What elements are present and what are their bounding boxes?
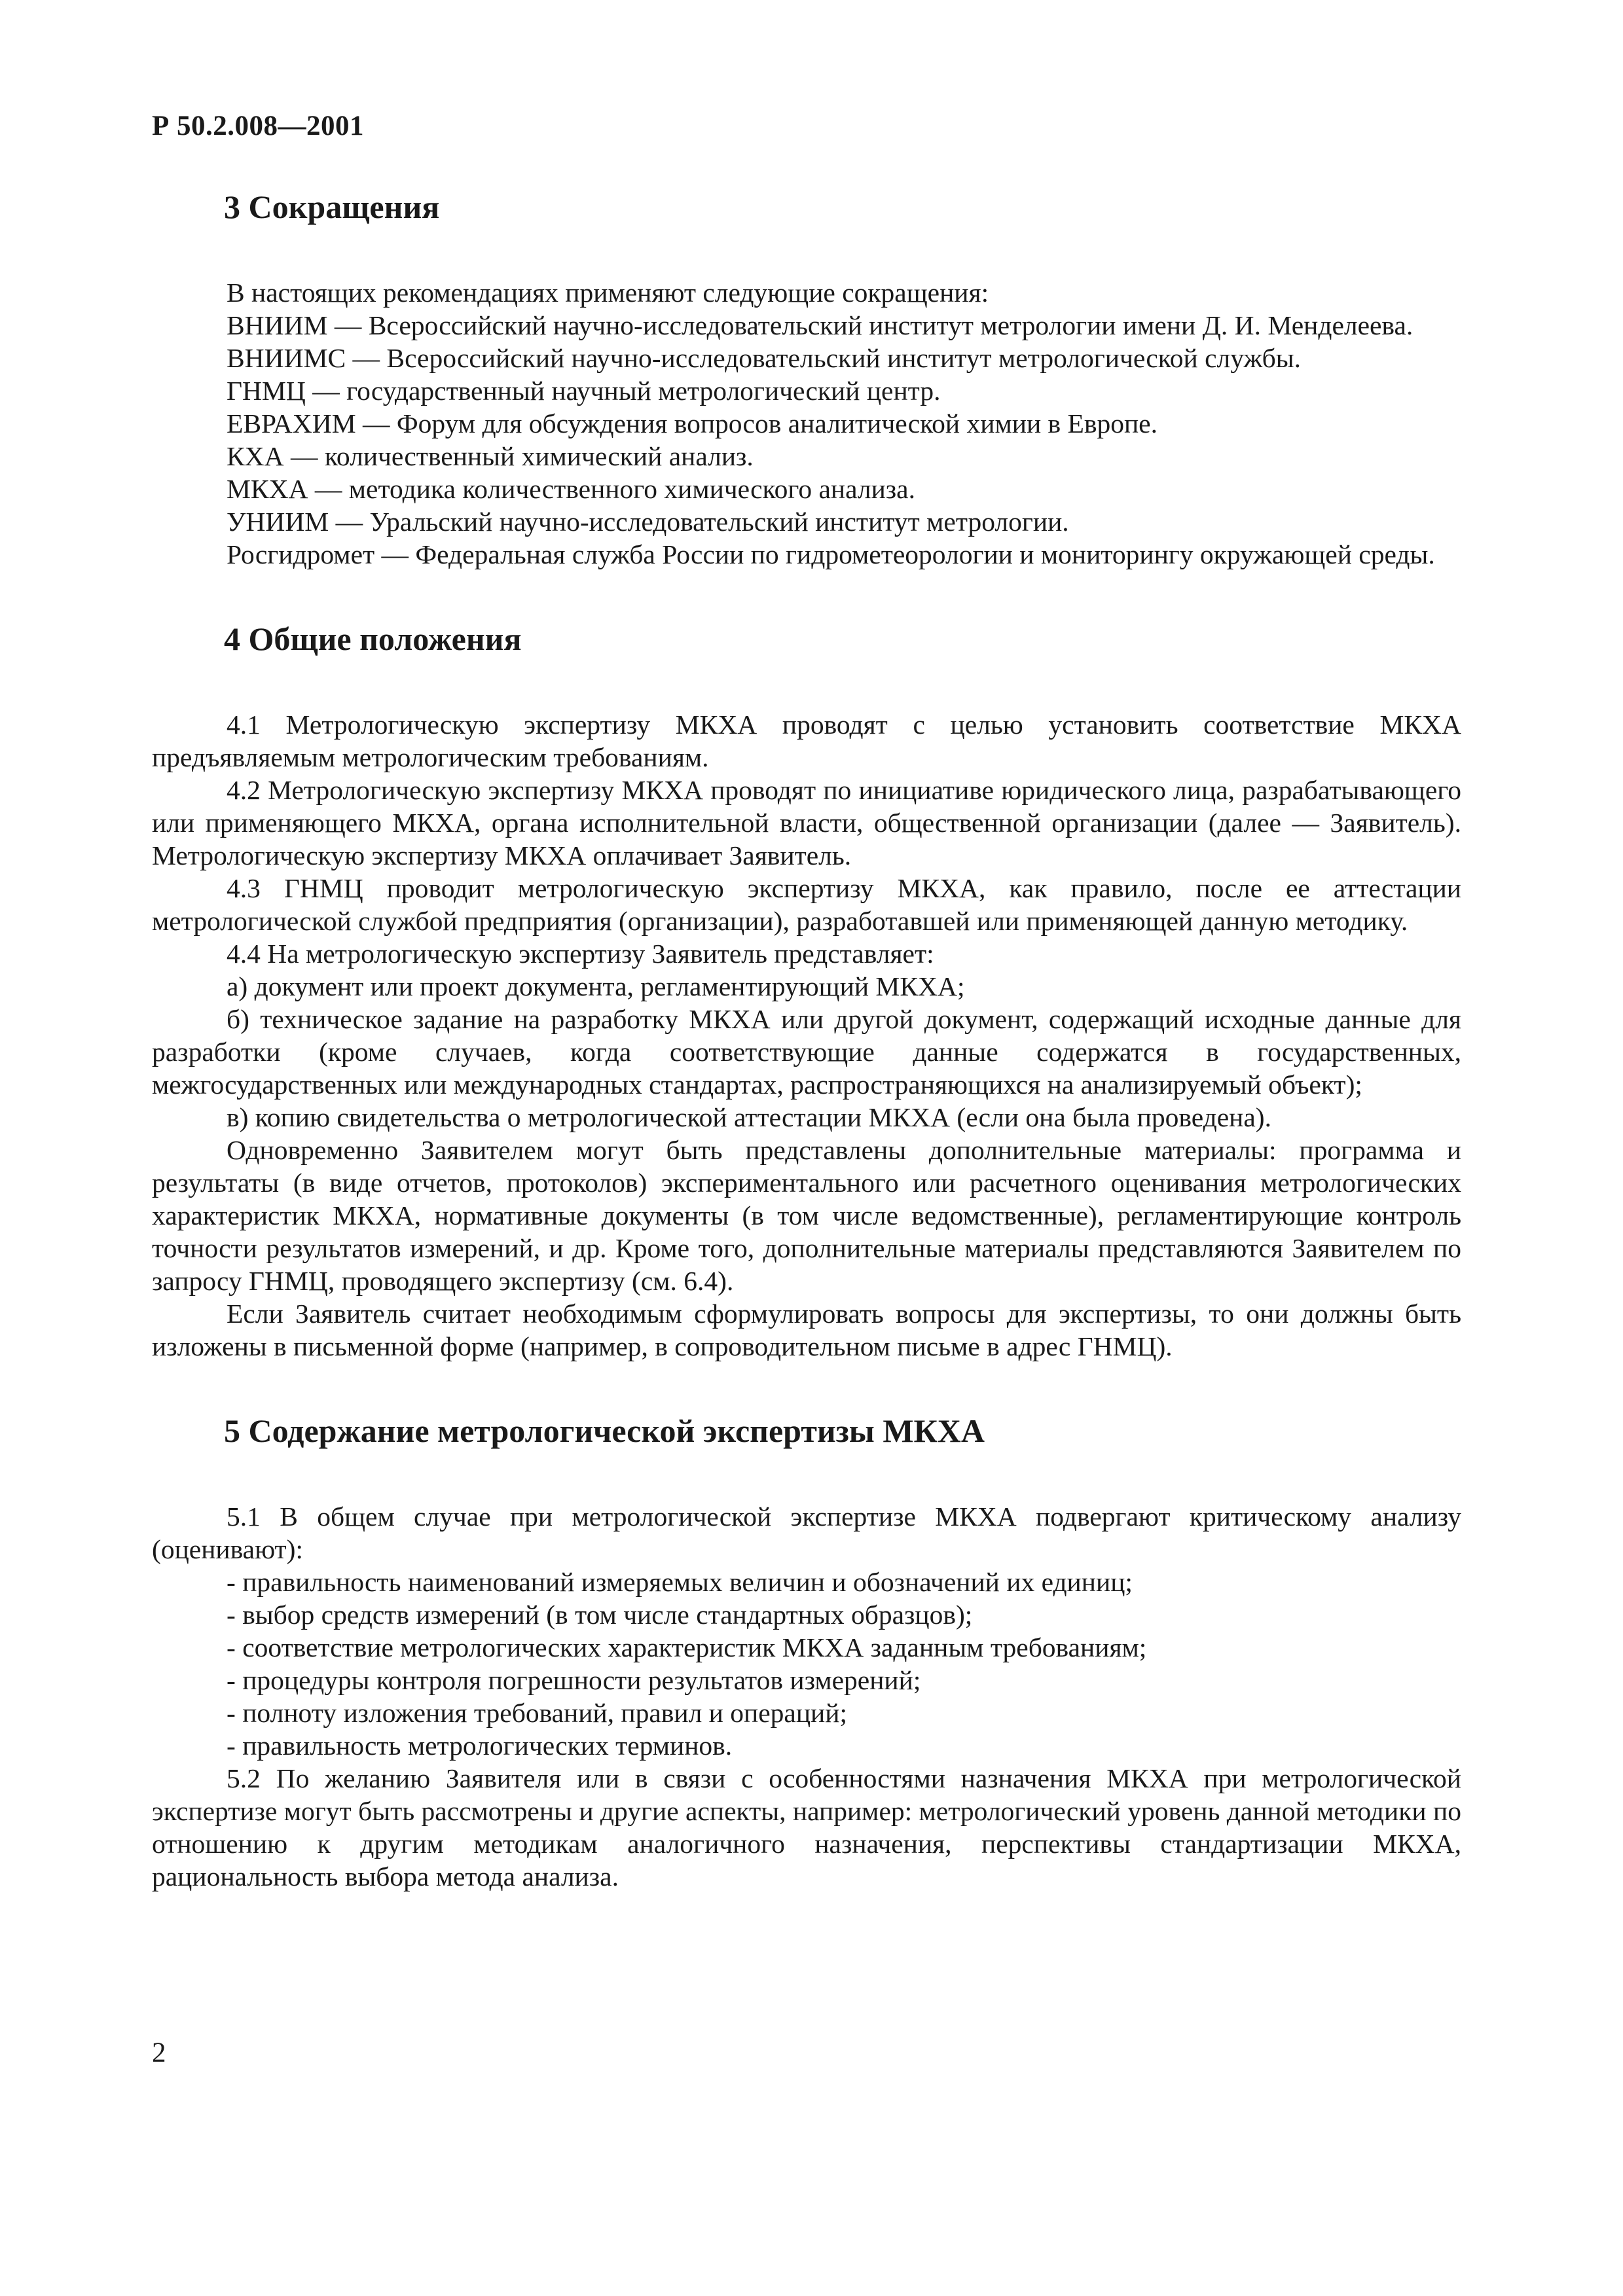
abbreviation-item: МКХА — методика количественного химического анализа. (227, 474, 915, 504)
abbreviation-item: ГНМЦ — государственный научный метрологический центр. (227, 376, 941, 406)
list-item: - полноту изложения требований, правил и операций; (227, 1698, 847, 1728)
paragraph: 4.1 Метрологическую экспертизу МКХА проводят с целью установить соответствие МКХА предъявляемым метрологическим требованиям. (152, 709, 1461, 772)
paragraph: 5.2 По желанию Заявителя или в связи с особенностями назначения МКХА при метрологической экспертизе могут быть рассмотрены и другие аспекты, например: метрологический уровень данной методики по отношению к другим методикам аналогичного назначения, перспективы стандартизации МКХА, рациональность выбора метода анализа. (152, 1763, 1461, 1892)
document-code: Р 50.2.008—2001 (152, 111, 365, 141)
abbreviation-item: ВНИИМ — Всероссийский научно-исследовательский институт метрологии имени Д. И. Менделеева. (227, 310, 1413, 340)
abbreviation-item: ВНИИМС — Всероссийский научно-исследовательский институт метрологической службы. (227, 343, 1301, 373)
section-heading: 5 Содержание метрологической экспертизы МКХА (224, 1412, 985, 1449)
paragraph: 4.3 ГНМЦ проводит метрологическую экспертизу МКХА, как правило, после ее аттестации метрологической службой предприятия (организации), разработавшей или применяющей данную методику. (152, 873, 1461, 936)
document-body (152, 187, 1461, 1941)
list-item: - процедуры контроля погрешности результатов измерений; (227, 1665, 921, 1695)
abbreviation-item: КХА — количественный химический анализ. (227, 441, 754, 471)
paragraph: 4.4 На метрологическую экспертизу Заявитель представляет: (227, 939, 934, 969)
section-heading: 4 Общие положения (224, 620, 522, 657)
section-heading: 3 Сокращения (224, 188, 440, 225)
list-item: - правильность метрологических терминов. (227, 1731, 733, 1761)
paragraph: 5.1 В общем случае при метрологической экспертизе МКХА подвергают критическому анализу (оценивают): (152, 1501, 1461, 1564)
paragraph: Если Заявитель считает необходимым сформулировать вопросы для экспертизы, то они должны быть изложены в письменной форме (например, в сопроводительном письме в адрес ГНМЦ). (152, 1299, 1461, 1361)
section-general-provisions (152, 619, 1461, 1363)
paragraph: а) документ или проект документа, регламентирующий МКХА; (227, 971, 965, 1001)
abbreviation-item: УНИИМ — Уральский научно-исследовательский институт метрологии. (227, 507, 1069, 537)
section-expertise-content (152, 1411, 1461, 1893)
list-item: - выбор средств измерений (в том числе стандартных образцов); (227, 1600, 973, 1630)
list-item: - соответствие метрологических характеристик МКХА заданным требованиям; (227, 1632, 1147, 1662)
paragraph: б) техническое задание на разработку МКХА или другой документ, содержащий исходные данные для разработки (кроме случаев, когда соответствующие данные содержатся в государственных, межгосударственных или международных стандартах, распространяющихся на анализируемый объект); (152, 1004, 1461, 1100)
page-number: 2 (152, 2037, 166, 2068)
abbreviation-item: ЕВРАХИМ — Форум для обсуждения вопросов аналитической химии в Европе. (227, 408, 1158, 439)
section-abbreviations (152, 187, 1461, 571)
paragraph: в) копию свидетельства о метрологической аттестации МКХА (если она была проведена). (227, 1102, 1271, 1132)
paragraph: Одновременно Заявителем могут быть представлены дополнительные материалы: программа и результаты (в виде отчетов, протоколов) экспериментального или расчетного оценивания метрологических характеристик МКХА, нормативные документы (в том числе ведомственные), регламентирующие контроль точности результатов измерений, и др. Кроме того, дополнительные материалы представляются Заявителем по запросу ГНМЦ, проводящего экспертизу (см. 6.4). (152, 1135, 1461, 1296)
paragraph: В настоящих рекомендациях применяют следующие сокращения: (227, 278, 989, 308)
abbreviation-item: Росгидромет — Федеральная служба России по гидрометеорологии и мониторингу окружающей среды. (227, 539, 1435, 569)
list-item: - правильность наименований измеряемых величин и обозначений их единиц; (227, 1567, 1133, 1597)
paragraph: 4.2 Метрологическую экспертизу МКХА проводят по инициативе юридического лица, разрабатывающего или применяющего МКХА, органа исполнительной власти, общественной организации (далее — Заявитель). Метрологическую экспертизу МКХА оплачивает Заявитель. (152, 775, 1461, 870)
